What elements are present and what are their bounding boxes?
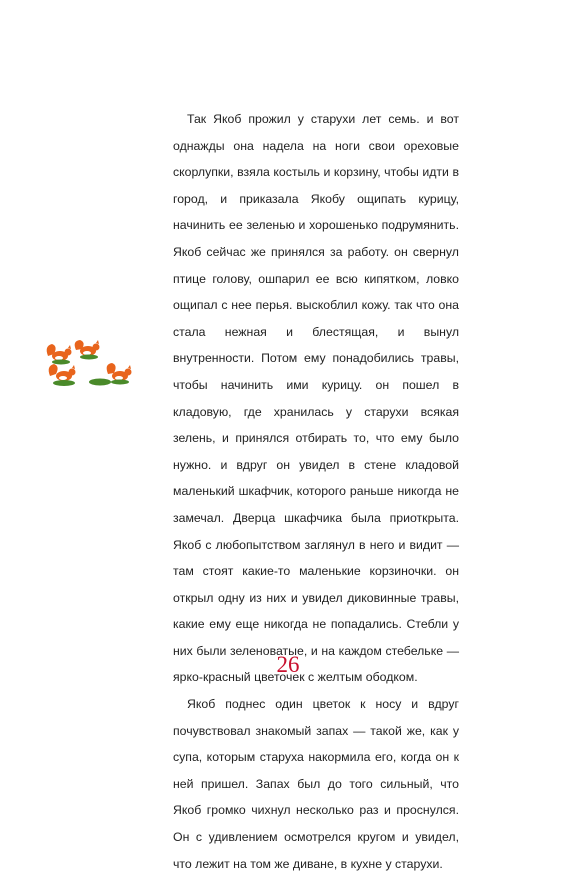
squirrel-2	[75, 340, 100, 360]
page-number: 26	[276, 652, 300, 677]
body-text	[173, 106, 459, 877]
squirrel-1	[47, 344, 72, 365]
squirrel-4	[89, 363, 132, 386]
squirrel-3	[49, 364, 76, 386]
paragraph-2: Якоб поднес один цветок к носу и вдруг почувствовал знакомый запах — такой же, как у супа, которым старуха накормила его, когда он к ней пришел. Запах был до того сильный, что Якоб громко чихнул несколько раз и проснулся. Он с удивлением осмотрелся кругом и увидел, что лежит на том же диване, в кухне у старухи.	[173, 697, 459, 871]
squirrels-on-leaves-icon	[42, 338, 142, 394]
paragraph-1: Так Якоб прожил у старухи лет семь. и вот однажды она надела на ноги свои ореховые скорлупки, взяла костыль и корзину, чтобы идти в город, и приказала Якобу ощипать курицу, начинить ее зеленью и хорошенько подрумянить. Якоб сейчас же принялся за работу. он свернул птице голову, ошпарил ее всю кипятком, ловко ощипал с нее перья. выскоблил кожу. так что она стала нежная и блестящая, и вынул внутренности. Потом ему понадобились травы, чтобы начинить ими курицу. он пошел в кладовую, где хранилась у старухи всякая зелень, и принялся отбирать то, что ему было нужно. и вдруг он увидел в стене кладовой маленький шкафчик, которого раньше никогда не замечал. Дверца шкафчика была приоткрыта. Якоб с любопытством заглянул в него и видит — там стоят какие-то маленькие корзиночки. он открыл одну из них и увидел диковинные травы, какие ему еще никогда не попадались. Стебли у них были зеленоватые, и на каждом стебельке — ярко-красный цветочек с желтым ободком.	[173, 112, 459, 685]
